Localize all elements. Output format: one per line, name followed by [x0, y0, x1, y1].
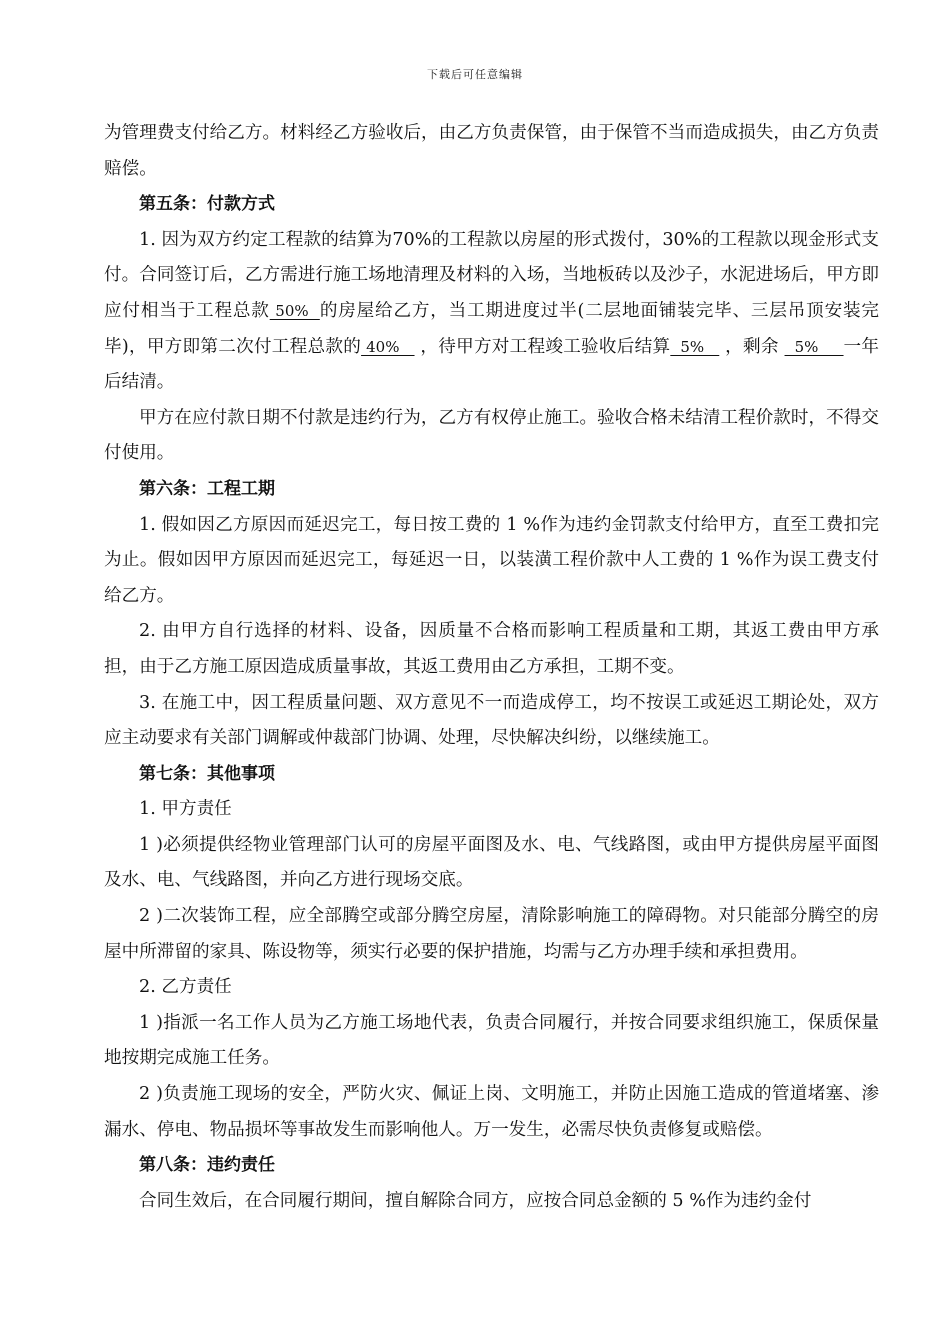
article-8-paragraph-1: 合同生效后，在合同履行期间，擅自解除合同方，应按合同总金额的 5 %作为违约金付 [139, 1190, 812, 1211]
article-5-paragraph-2: 甲方在应付款日期不付款是违约行为，乙方有权停止施工。验收合格未结清工程价款时，不得交付使用。 [104, 407, 879, 464]
article-6-item-3: 3. 在施工中，因工程质量问题、双方意见不一而造成停工，均不按误工或延迟工期论处，双方应主动要求有关部门调解或仲裁部门协调、处理，尽快解决纠纷，以继续施工。 [104, 692, 879, 749]
article-7-sub-2: 2. 乙方责任 [139, 977, 232, 998]
paragraph-continuation: 为管理费支付给乙方。材料经乙方验收后，由乙方负责保管，由于保管不当而造成损失，由乙方负责赔偿。 [104, 123, 879, 179]
text-segment: ，剩余 [719, 336, 785, 357]
text-segment: 一年后结清。 [104, 336, 879, 393]
document-body [104, 116, 879, 1219]
article-7-sub-1: 1. 甲方责任 [139, 799, 232, 820]
article-8-heading: 第八条：违约责任 [139, 1155, 275, 1176]
text-segment: 的房屋给乙方，当工期进度过半(二层地面铺装完毕、三层吊顶安装完毕)，甲方即第二次付工程总款的 [104, 300, 879, 357]
article-5-item-1 [104, 223, 879, 401]
blank-final-payment: 5% [670, 337, 720, 356]
text-segment: 1. 因为双方约定工程款的结算为70%的工程款以房屋的形式拨付，30%的工程款以现金形式支付。合同签订后，乙方需进行施工场地清理及材料的入场，当地板砖以及沙子，水泥进场后，甲方即应付相当于工程总款 [104, 229, 879, 321]
article-7-sub-1-item-2: 2 )二次装饰工程，应全部腾空或部分腾空房屋，清除影响施工的障碍物。对只能部分腾空的房屋中所滞留的家具、陈设物等，须实行必要的保护措施，均需与乙方办理手续和承担费用。 [104, 906, 879, 962]
article-7-heading: 第七条：其他事项 [139, 763, 275, 784]
article-7-sub-2-item-2: 2 )负责施工现场的安全，严防火灾、佩证上岗、文明施工，并防止因施工造成的管道堵塞、渗漏水、停电、物品损坏等事故发生而影响他人。万一发生，必需尽快负责修复或赔偿。 [104, 1084, 879, 1140]
article-7-sub-1-item-1: 1 )必须提供经物业管理部门认可的房屋平面图及水、电、气线路图，或由甲方提供房屋平面图及水、电、气线路图，并向乙方进行现场交底。 [104, 834, 879, 891]
text-segment: ，待甲方对工程竣工验收后结算 [414, 336, 671, 357]
page-header-note: 下载后可任意编辑 [427, 68, 523, 81]
article-7-sub-2-item-1: 1 )指派一名工作人员为乙方施工场地代表，负责合同履行，并按合同要求组织施工，保质保量地按期完成施工任务。 [104, 1012, 879, 1069]
blank-first-payment: 50% [269, 301, 320, 320]
blank-second-payment: 40% [361, 337, 415, 356]
article-6-heading: 第六条：工程工期 [139, 478, 275, 499]
blank-remaining: 5% [784, 337, 844, 356]
article-6-item-1: 1. 假如因乙方原因而延迟完工，每日按工费的 1 %作为违约金罚款支付给甲方，直至工费扣完为止。假如因甲方原因而延迟完工，每延迟一日，以装潢工程价款中人工费的 1 %作为误工费支付给乙方。 [104, 514, 879, 606]
article-6-item-2: 2. 由甲方自行选择的材料、设备，因质量不合格而影响工程质量和工期，其返工费由甲方承担，由于乙方施工原因造成质量事故，其返工费用由乙方承担，工期不变。 [104, 621, 879, 677]
article-5-heading: 第五条：付款方式 [139, 194, 275, 215]
